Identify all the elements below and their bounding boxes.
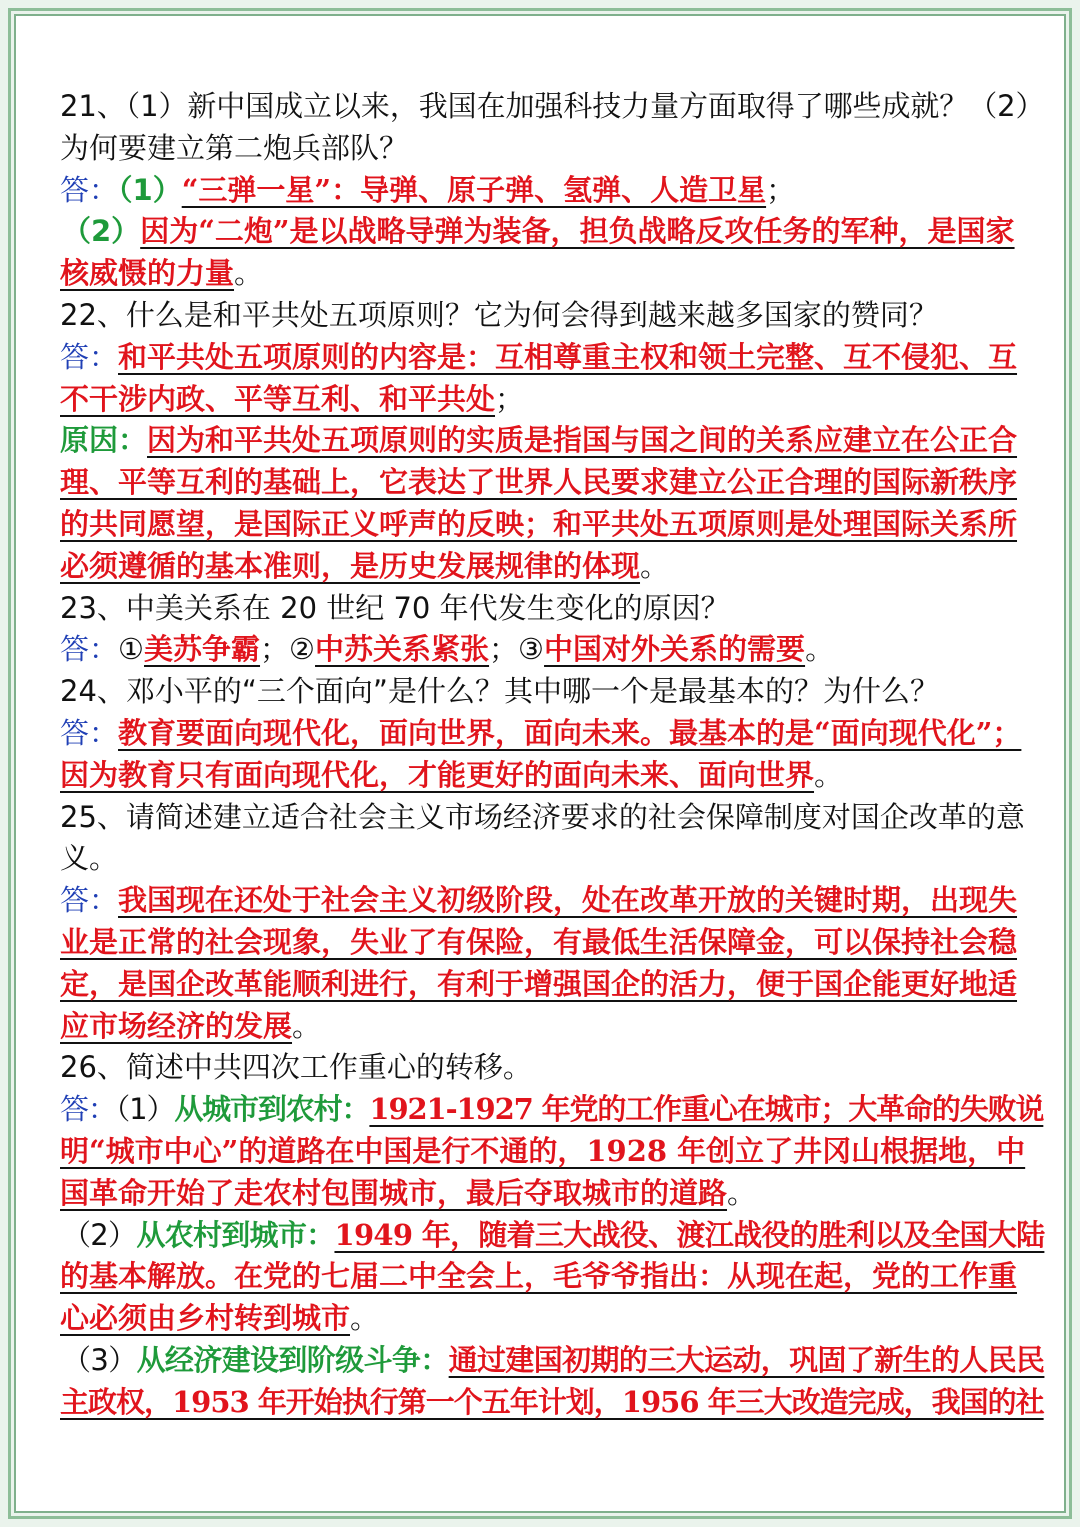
answer-text: 业是正常的社会现象，失业了有保险，有最低生活保障金，可以保持社会稳 bbox=[60, 924, 1018, 959]
punctuation-text: ； bbox=[495, 381, 525, 416]
answer-text: 1949 年，随着三大战役、渡江战役的胜利以及全国大陆 bbox=[334, 1217, 1045, 1252]
subheading-text: 从农村到城市： bbox=[136, 1217, 335, 1252]
answer-text: 1921-1927 年党的工作重心在城市；大革命的失败说 bbox=[369, 1092, 1044, 1127]
text-line bbox=[60, 379, 1044, 421]
page-frame bbox=[14, 14, 1066, 1513]
subheading-text: 原因： bbox=[60, 423, 148, 458]
punctuation-text: （2） bbox=[62, 1217, 137, 1252]
punctuation-text: 。 bbox=[805, 632, 835, 667]
text-line bbox=[60, 1089, 1044, 1131]
text-line bbox=[60, 211, 1044, 253]
question-text: 24、邓小平的“三个面向”是什么？其中哪一个是最基本的？为什么？ bbox=[60, 674, 939, 709]
punctuation-text: 。 bbox=[814, 757, 844, 792]
answer-text: 应市场经济的发展 bbox=[60, 1008, 293, 1043]
answer-text: 通过建国初期的三大运动，巩固了新生的人民民 bbox=[448, 1342, 1045, 1377]
text-line bbox=[60, 755, 1044, 797]
text-line bbox=[60, 1256, 1044, 1298]
text-line bbox=[60, 797, 1044, 839]
answer-text: 不干涉内政、平等互利、和平共处 bbox=[60, 381, 496, 416]
text-line bbox=[60, 588, 1044, 630]
answer-label: 答： bbox=[60, 632, 119, 667]
answer-text: 定，是国企改革能顺利进行，有利于增强国企的活力，便于国企能更好地适 bbox=[60, 966, 1018, 1001]
punctuation-text: 。 bbox=[640, 548, 670, 583]
text-line bbox=[60, 337, 1044, 379]
answer-text: “三弹一星”：导弹、原子弹、氢弹、人造卫星 bbox=[181, 172, 767, 207]
answer-label: 答： bbox=[60, 883, 119, 918]
answer-text: 明“城市中心”的道路在中国是行不通的，1928 年创立了井冈山根据地，中 bbox=[60, 1133, 1026, 1168]
text-line bbox=[60, 713, 1044, 755]
question-text: 23、中美关系在 20 世纪 70 年代发生变化的原因？ bbox=[60, 590, 730, 625]
answer-text: 因为和平共处五项原则的实质是指国与国之间的关系应建立在公正合 bbox=[147, 423, 1018, 458]
text-line bbox=[60, 462, 1044, 504]
text-line bbox=[60, 1215, 1044, 1257]
answer-text: 和平共处五项原则的内容是：互相尊重主权和领土完整、互不侵犯、互 bbox=[118, 339, 1018, 374]
question-text: 22、什么是和平共处五项原则？它为何会得到越来越多国家的赞同？ bbox=[60, 297, 938, 332]
answer-label: 答： bbox=[60, 172, 119, 207]
text-line bbox=[60, 295, 1044, 337]
question-text: 26、简述中共四次工作重心的转移。 bbox=[60, 1050, 532, 1085]
answer-text: 核威慑的力量 bbox=[60, 256, 235, 291]
text-line bbox=[60, 420, 1044, 462]
question-text: 义。 bbox=[60, 841, 119, 876]
text-line bbox=[60, 1298, 1044, 1340]
answer-text: 因为“二炮”是以战略导弹为装备，担负战略反攻任务的军种，是国家 bbox=[140, 214, 1015, 249]
text-line bbox=[60, 1382, 1044, 1424]
answer-text: 中国对外关系的需要 bbox=[544, 632, 806, 667]
answer-label: 答： bbox=[60, 339, 119, 374]
text-line bbox=[60, 546, 1044, 588]
answer-text: 必须遵循的基本准则，是历史发展规律的体现 bbox=[60, 548, 641, 583]
punctuation-text: ① bbox=[118, 632, 145, 667]
text-line bbox=[60, 922, 1044, 964]
text-line bbox=[60, 1006, 1044, 1048]
text-line bbox=[60, 1173, 1044, 1215]
text-line bbox=[60, 170, 1044, 212]
text-line bbox=[60, 504, 1044, 546]
punctuation-text: 。 bbox=[234, 256, 264, 291]
text-line bbox=[60, 1131, 1044, 1173]
subheading-text: （2） bbox=[62, 214, 141, 249]
answer-label: 答： bbox=[60, 1092, 116, 1127]
punctuation-text: 。 bbox=[292, 1008, 322, 1043]
text-line bbox=[60, 253, 1044, 295]
text-line bbox=[60, 86, 1044, 128]
text-line bbox=[60, 1047, 1044, 1089]
answer-text: 理、平等互利的基础上，它表达了世界人民要求建立公正合理的国际新秩序 bbox=[60, 465, 1018, 500]
text-line bbox=[60, 964, 1044, 1006]
text-line bbox=[60, 128, 1044, 170]
text-line bbox=[60, 671, 1044, 713]
answer-text: 美苏争霸 bbox=[144, 632, 261, 667]
answer-text: 我国现在还处于社会主义初级阶段，处在改革开放的关键时期，出现失 bbox=[118, 883, 1018, 918]
punctuation-text: ；③ bbox=[489, 632, 545, 667]
answer-text: 因为教育只有面向现代化，才能更好的面向未来、面向世界 bbox=[60, 757, 815, 792]
punctuation-text: （1） bbox=[115, 1092, 175, 1127]
punctuation-text: 。 bbox=[350, 1301, 380, 1336]
answer-text: 主政权，1953 年开始执行第一个五年计划，1956 年三大改造完成，我国的社 bbox=[60, 1384, 1044, 1419]
document-body bbox=[60, 86, 1044, 1424]
answer-label: 答： bbox=[60, 715, 119, 750]
punctuation-text: ；② bbox=[260, 632, 316, 667]
punctuation-text: （3） bbox=[62, 1342, 137, 1377]
answer-text: 心必须由乡村转到城市 bbox=[60, 1301, 351, 1336]
question-text: 25、请简述建立适合社会主义市场经济要求的社会保障制度对国企改革的意 bbox=[60, 799, 1025, 834]
question-text: 为何要建立第二炮兵部队？ bbox=[60, 130, 409, 165]
text-line bbox=[60, 880, 1044, 922]
answer-text: 教育要面向现代化，面向世界，面向未来。最基本的是“面向现代化”； bbox=[118, 715, 1022, 750]
text-line bbox=[60, 838, 1044, 880]
answer-text: 的共同愿望，是国际正义呼声的反映；和平共处五项原则是处理国际关系所 bbox=[60, 506, 1018, 541]
question-text: 21、（1）新中国成立以来，我国在加强科技力量方面取得了哪些成就？（2） bbox=[60, 89, 1045, 123]
subheading-text: （1） bbox=[118, 172, 182, 207]
punctuation-text: 。 bbox=[727, 1175, 757, 1210]
punctuation-text: ； bbox=[766, 172, 796, 207]
text-line bbox=[60, 629, 1044, 671]
answer-text: 国革命开始了走农村包围城市，最后夺取城市的道路 bbox=[60, 1175, 728, 1210]
answer-text: 的基本解放。在党的七届二中全会上，毛爷爷指出：从现在起，党的工作重 bbox=[60, 1259, 1018, 1294]
text-line bbox=[60, 1340, 1044, 1382]
answer-text: 中苏关系紧张 bbox=[315, 632, 490, 667]
subheading-text: 从城市到农村： bbox=[174, 1092, 370, 1127]
subheading-text: 从经济建设到阶级斗争： bbox=[136, 1342, 449, 1377]
